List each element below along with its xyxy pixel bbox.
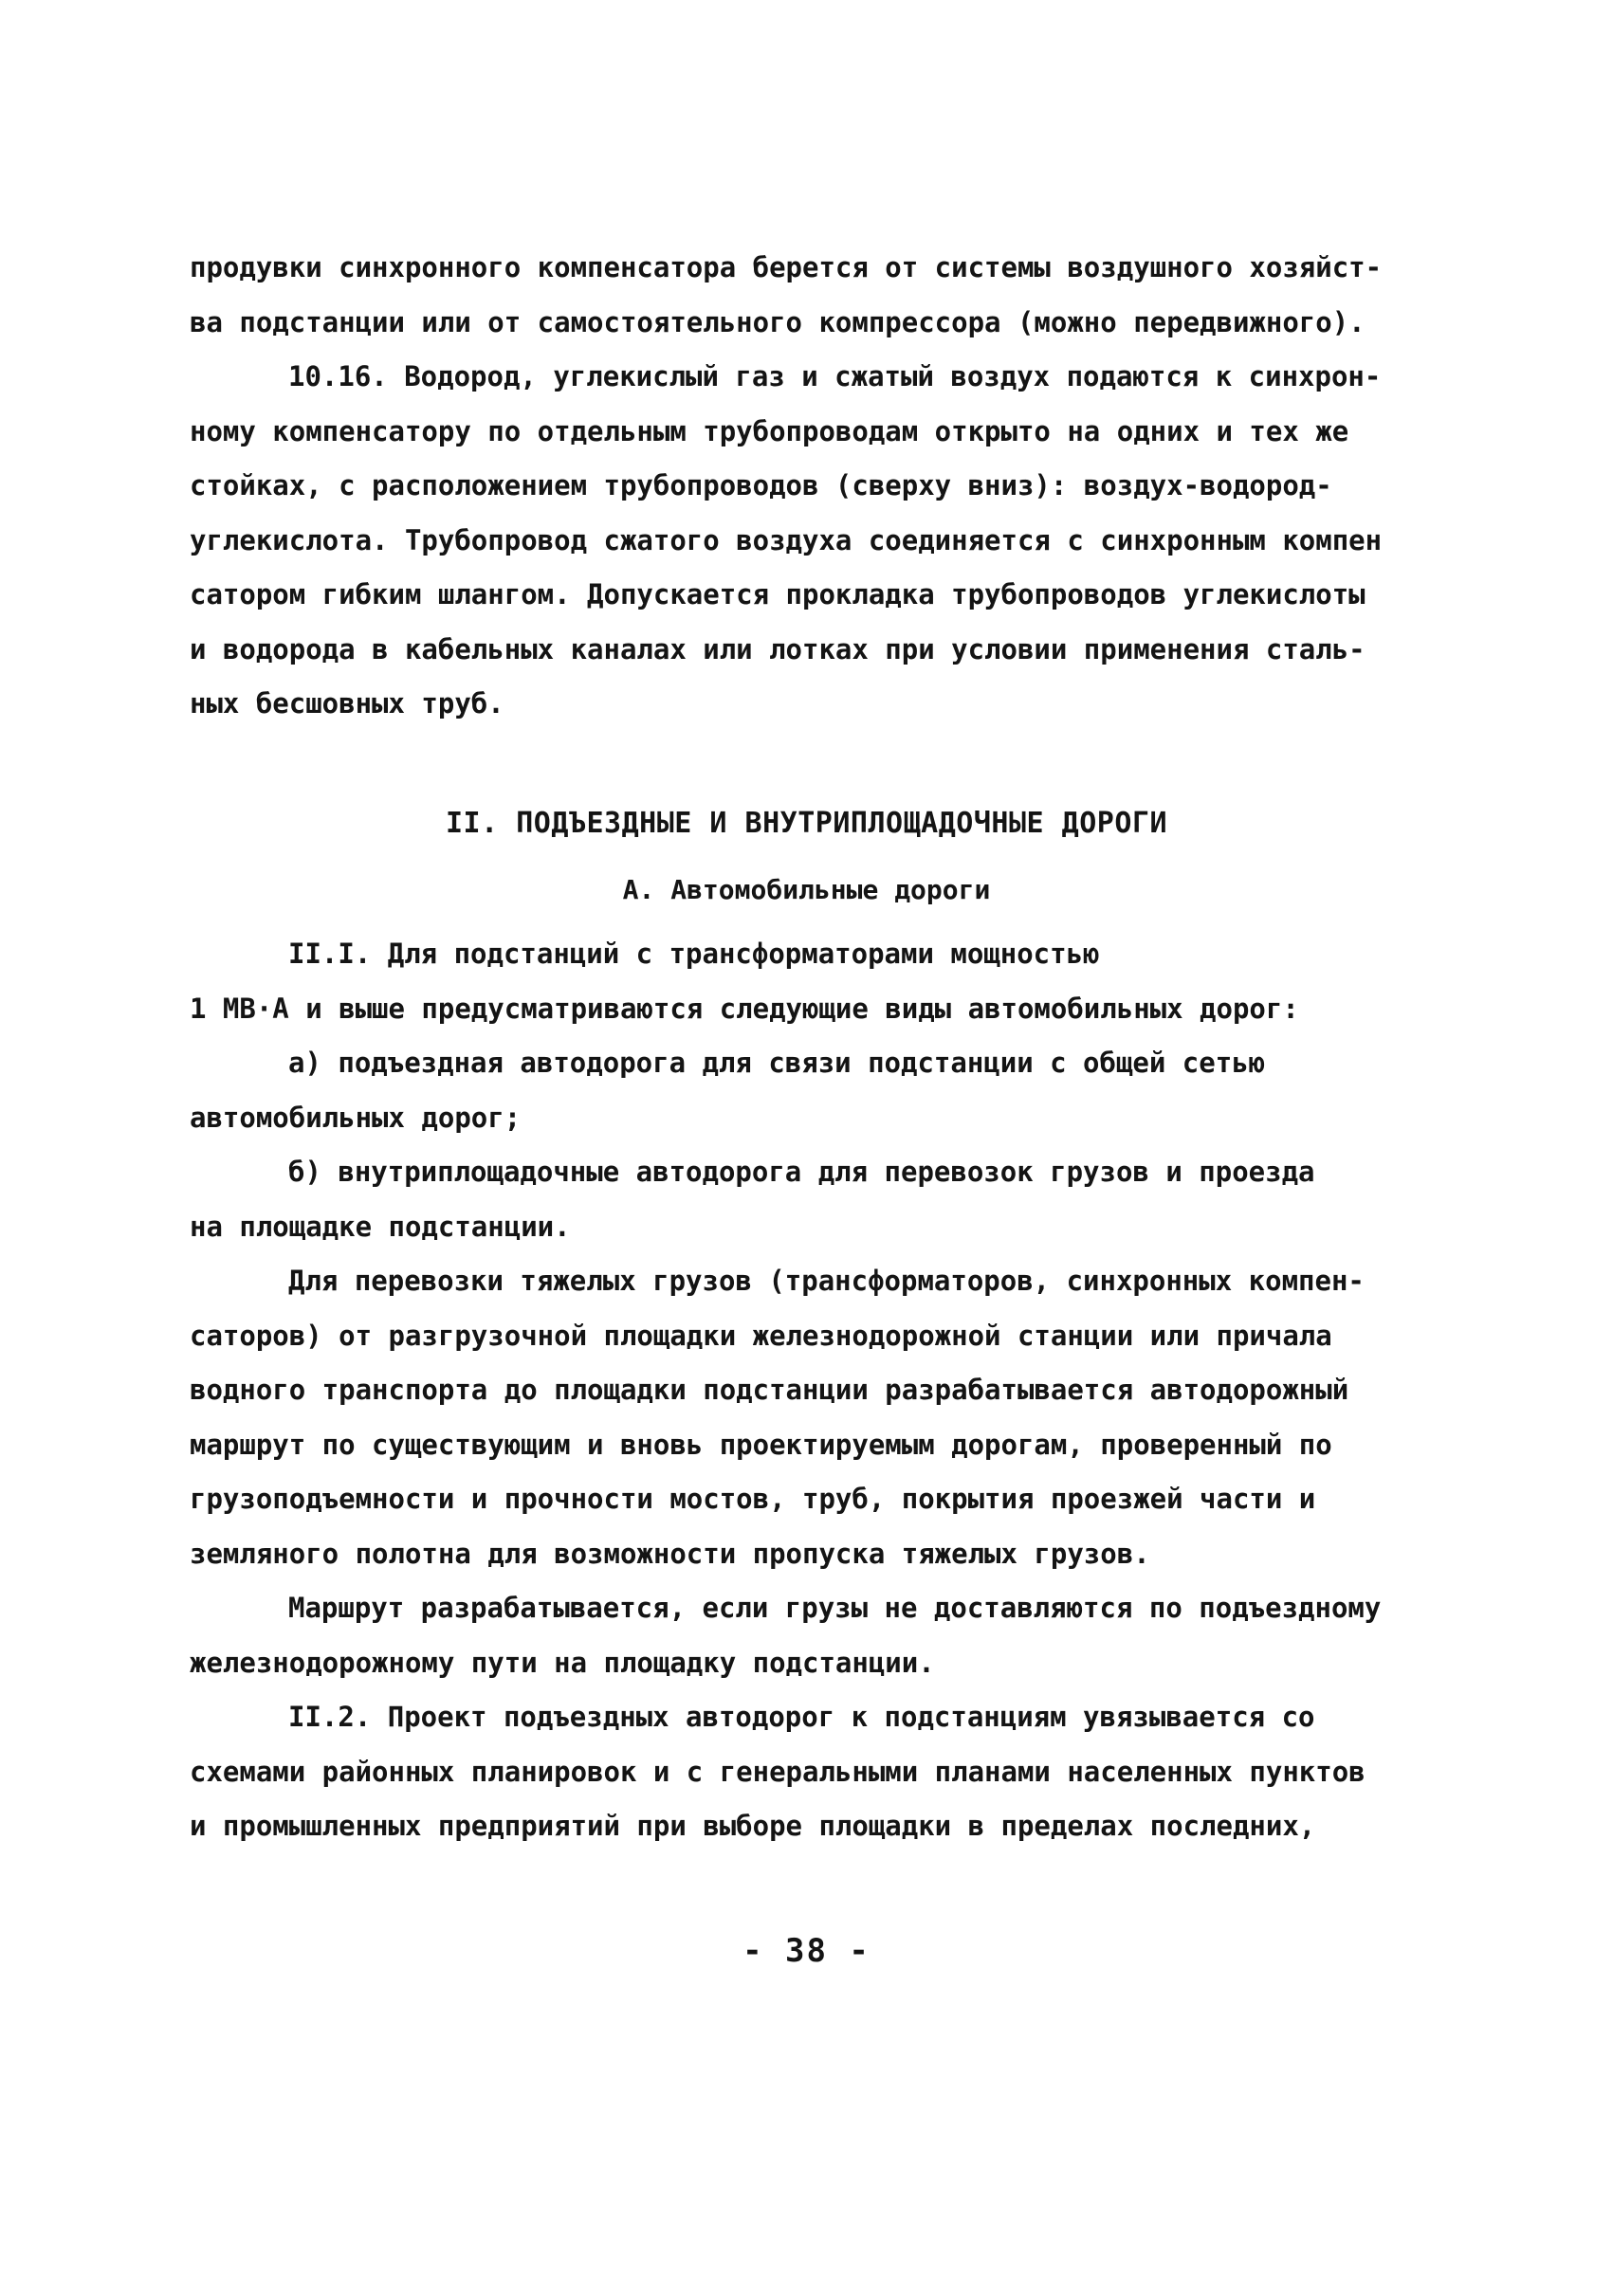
text-line: железнодорожному пути на площадку подстанции. [190, 1646, 935, 1679]
list-item-a [190, 1036, 1265, 1145]
subsection-title: А. Автомобильные дороги [622, 874, 991, 905]
paragraph-10-15-tail [190, 241, 1382, 350]
text-line: стойках, с расположением трубопроводов (сверху вниз): воздух-водород- [190, 469, 1332, 501]
text-line: ных бесшовных труб. [190, 687, 504, 720]
paragraph-heavy-cargo [190, 1254, 1365, 1581]
text-line: водного транспорта до площадки подстанции разрабатывается автодорожный [190, 1374, 1349, 1406]
text-line: углекислота. Трубопровод сжатого воздуха соединяется с синхронным компен [190, 523, 1383, 556]
text-line: автомобильных дорог; [190, 1101, 522, 1134]
text-line: сатором гибким шлангом. Допускается прокладка трубопроводов углекислоты [190, 578, 1366, 610]
text-line: Маршрут разрабатывается, если грузы не доставляются по подъездному [288, 1592, 1382, 1624]
paragraph-route [190, 1581, 1381, 1690]
section-title: II. ПОДЪЕЗДНЫЕ И ВНУТРИПЛОЩАДОЧНЫЕ ДОРОГИ [445, 807, 1168, 840]
text-line: схемами районных планировок и с генеральными планами населенных пунктов [190, 1755, 1366, 1788]
text-line: на площадке подстанции. [190, 1210, 571, 1243]
text-line: II.2. Проект подъездных автодорог к подстанциям увязывается со [288, 1701, 1315, 1733]
text-line: 1 МВ·А и выше предусматриваются следующие виды автомобильных дорог: [190, 992, 1299, 1025]
text-line: саторов) от разгрузочной площадки железнодорожной станции или причала [190, 1319, 1332, 1352]
text-line: и водорода в кабельных каналах или лотках при условии применения сталь- [190, 632, 1366, 665]
text-line: ва подстанции или от самостоятельного компрессора (можно передвижного). [190, 305, 1366, 338]
text-line: Для перевозки тяжелых грузов (трансформаторов, синхронных компен- [288, 1265, 1365, 1297]
paragraph-11-1 [190, 927, 1299, 1036]
text-line: 10.16. Водород, углекислый газ и сжатый воздух подаются к синхрон- [288, 360, 1382, 392]
text-line: грузоподъемности и прочности мостов, труб, покрытия проезжей части и [190, 1483, 1316, 1515]
text-line: и промышленных предприятий при выборе площадки в пределах последних, [190, 1810, 1316, 1842]
text-line: б) внутриплощадочные автодорога для перевозок грузов и проезда [288, 1156, 1315, 1188]
text-line: а) подъездная автодорога для связи подстанции с общей сетью [288, 1047, 1266, 1079]
text-line: маршрут по существующим и вновь проектируемым дорогам, проверенный по [190, 1428, 1332, 1461]
page-number: - 38 - [742, 1932, 871, 1970]
list-item-b [190, 1145, 1315, 1254]
paragraph-11-2 [190, 1690, 1366, 1854]
text-line: продувки синхронного компенсатора берется от системы воздушного хозяйст- [190, 251, 1383, 283]
paragraph-10-16 [190, 350, 1382, 732]
text-line: земляного полотна для возможности пропуска тяжелых грузов. [190, 1537, 1150, 1570]
text-line: II.I. Для подстанций с трансформаторами мощностью [288, 938, 1100, 970]
text-line: ному компенсатору по отдельным трубопроводам открыто на одних и тех же [190, 414, 1349, 447]
